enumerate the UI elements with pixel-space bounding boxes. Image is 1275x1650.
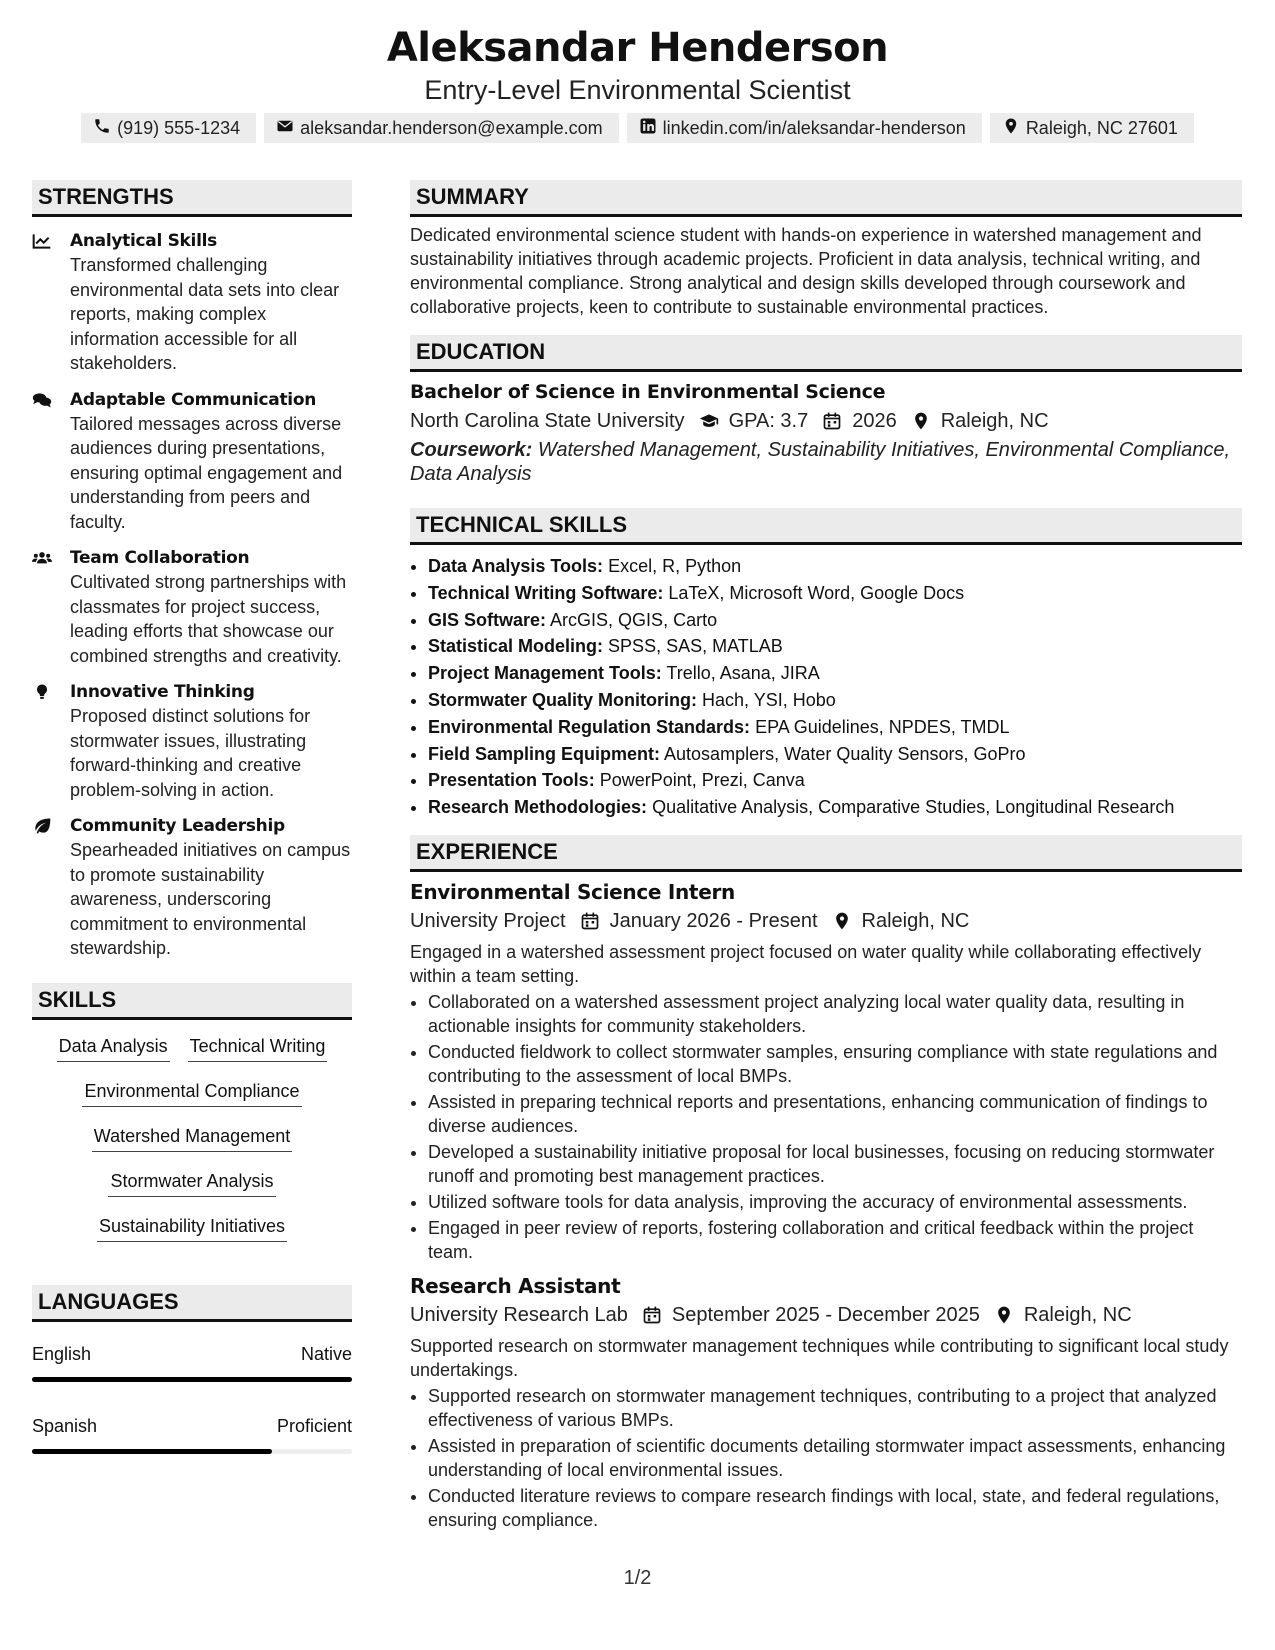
- skill-value: Autosamplers, Water Quality Sensors, GoPro: [664, 743, 1026, 764]
- languages-heading: LANGUAGES: [32, 1285, 352, 1322]
- skill-value: ArcGIS, QGIS, Carto: [550, 609, 718, 630]
- right-column: [410, 180, 1242, 1534]
- language-item: [32, 1416, 352, 1454]
- strengths-heading: STRENGTHS: [32, 180, 352, 217]
- skill-value: Hach, YSI, Hobo: [702, 689, 836, 710]
- list-item: • Conducted fieldwork to collect stormwater samples, ensuring compliance with state regulations and contributing to the assessment of local BMPs.: [428, 1040, 1242, 1088]
- coursework: [410, 438, 1242, 486]
- location-pin-icon: [1002, 117, 1020, 140]
- list-item: [428, 714, 1242, 741]
- experience-heading: EXPERIENCE: [410, 835, 1242, 872]
- location-pin-icon: [911, 411, 931, 431]
- page-number: 1/2: [623, 1567, 652, 1589]
- strength-item: [32, 229, 352, 376]
- contact-text: (919) 555-1234: [117, 117, 241, 138]
- degree-title: Bachelor of Science in Environmental Science: [410, 381, 886, 403]
- contact-text: aleksandar.henderson@example.com: [300, 117, 603, 138]
- job-bullets: [410, 990, 1242, 1264]
- resume-header: [0, 22, 1275, 106]
- strength-desc: Cultivated strong partnerships with classmates for project success, leading efforts that showcase our combined strengths and creativity.: [70, 572, 347, 666]
- skills-list: [32, 1034, 352, 1259]
- list-item: [428, 633, 1242, 660]
- contact-text: linkedin.com/in/aleksandar-henderson: [662, 117, 966, 138]
- strength-title: Analytical Skills: [70, 231, 217, 251]
- job-meta: [410, 1300, 1242, 1330]
- list-item: [428, 553, 1242, 580]
- language-level: Native: [300, 1343, 352, 1364]
- candidate-title: Entry-Level Environmental Scientist: [424, 75, 851, 105]
- skill-row: [32, 1214, 352, 1259]
- chart-line-icon: [32, 229, 70, 376]
- skill-tag: Watershed Management: [92, 1124, 292, 1152]
- linkedin-icon: [639, 117, 657, 140]
- location-pin-icon: [994, 1305, 1014, 1325]
- graduation-year: 2026: [852, 410, 897, 432]
- skill-label: Presentation Tools:: [428, 770, 595, 791]
- job-title: Research Assistant: [410, 1273, 621, 1298]
- skill-row: [32, 1124, 352, 1169]
- summary-text: Dedicated environmental science student with hands-on experience in watershed management and sustainability initiatives through academic projects. Proficient in data analysis, technical writing, and environmental compliance. Strong analytical and design skills developed through coursework and collaborative projects, keen to contribute to sustainable environmental practices.: [410, 225, 1202, 317]
- list-item: [428, 741, 1242, 768]
- job-entry: [410, 1272, 1242, 1532]
- language-level: Proficient: [276, 1415, 352, 1436]
- proficiency-fill: [32, 1377, 352, 1382]
- skill-row: [32, 1079, 352, 1124]
- proficiency-fill: [32, 1449, 272, 1454]
- language-proficiency-bar: [32, 1449, 352, 1454]
- job-org: University Project: [410, 909, 566, 932]
- leaf-icon: [32, 814, 70, 961]
- skill-label: Data Analysis Tools:: [428, 556, 604, 576]
- contact-location: [990, 113, 1194, 143]
- language-name: English: [32, 1343, 92, 1364]
- coursework-list: Watershed Management, Sustainability Initiatives, Environmental Compliance, Data Analysis: [410, 439, 1231, 485]
- strength-title: Innovative Thinking: [70, 682, 255, 702]
- language-name: Spanish: [32, 1415, 98, 1436]
- list-item: • Supported research on stormwater management techniques, contributing to a project that analyzed effectiveness of various BMPs.: [428, 1384, 1242, 1432]
- list-item: • Developed a sustainability initiative proposal for local businesses, focusing on reducing stormwater runoff and promoting best management practices.: [428, 1140, 1242, 1188]
- skill-label: GIS Software:: [428, 609, 547, 630]
- skill-value: Qualitative Analysis, Comparative Studies, Longitudinal Research: [652, 797, 1175, 818]
- skill-value: EPA Guidelines, NPDES, TMDL: [755, 716, 1010, 737]
- technical-skills-heading: TECHNICAL SKILLS: [410, 508, 1242, 545]
- contact-email[interactable]: [264, 113, 618, 143]
- skill-value: LaTeX, Microsoft Word, Google Docs: [668, 582, 965, 603]
- list-item: • Utilized software tools for data analysis, improving the accuracy of environmental assessments.: [428, 1190, 1242, 1214]
- skill-row: [32, 1169, 352, 1214]
- contact-linkedin[interactable]: [627, 113, 982, 143]
- strength-title: Adaptable Communication: [70, 389, 317, 410]
- envelope-icon: [276, 117, 294, 140]
- job-bullets: [410, 1384, 1242, 1532]
- skill-tag: Environmental Compliance: [82, 1079, 301, 1107]
- skill-tag: Technical Writing: [188, 1034, 328, 1062]
- job-title: Environmental Science Intern: [410, 879, 735, 904]
- job-org: University Research Lab: [410, 1303, 628, 1326]
- skill-tag: Data Analysis: [57, 1034, 170, 1062]
- comments-icon: [32, 388, 70, 535]
- summary-heading: SUMMARY: [410, 180, 1242, 217]
- contact-phone[interactable]: [81, 113, 256, 143]
- skill-row: [32, 1034, 352, 1079]
- list-item: [428, 794, 1242, 821]
- calendar-icon: [822, 411, 842, 431]
- list-item: [428, 687, 1242, 714]
- job-dates: January 2026 - Present: [609, 909, 818, 932]
- skill-tag: Stormwater Analysis: [108, 1169, 275, 1197]
- skill-label: Environmental Regulation Standards:: [428, 716, 751, 737]
- education-heading: EDUCATION: [410, 335, 1242, 372]
- strength-desc: Spearheaded initiatives on campus to promote sustainability awareness, underscoring commitment to environmental stewardship.: [70, 840, 351, 958]
- calendar-icon: [642, 1305, 662, 1325]
- candidate-name: Aleksandar Henderson: [386, 25, 889, 71]
- strength-title: Team Collaboration: [70, 548, 250, 568]
- skill-label: Project Management Tools:: [428, 663, 662, 684]
- skill-label: Technical Writing Software:: [428, 582, 664, 603]
- list-item: [428, 767, 1242, 794]
- skill-label: Statistical Modeling:: [428, 636, 604, 657]
- left-column: [32, 180, 352, 1454]
- skill-value: Trello, Asana, JIRA: [666, 663, 820, 684]
- strength-title: Community Leadership: [70, 816, 285, 836]
- list-item: • Engaged in peer review of reports, fostering collaboration and critical feedback within the project team.: [428, 1216, 1242, 1264]
- strength-desc: Proposed distinct solutions for stormwater issues, illustrating forward-thinking and creative problem-solving in action.: [70, 706, 311, 800]
- job-meta: [410, 906, 1242, 936]
- job-location: Raleigh, NC: [1023, 1303, 1132, 1326]
- strength-item: [32, 546, 352, 668]
- location-pin-icon: [832, 911, 852, 931]
- list-item: • Assisted in preparing technical reports and presentations, enhancing communication of findings to diverse audiences.: [428, 1090, 1242, 1138]
- skill-tag: Sustainability Initiatives: [97, 1214, 287, 1242]
- calendar-icon: [580, 911, 600, 931]
- lightbulb-icon: [32, 680, 70, 802]
- skill-value: Excel, R, Python: [608, 556, 742, 576]
- skill-label: Stormwater Quality Monitoring:: [428, 689, 698, 710]
- strength-desc: Transformed challenging environmental data sets into clear reports, making complex information accessible for all stakeholders.: [70, 255, 340, 373]
- list-item: [428, 607, 1242, 634]
- strength-item: [32, 680, 352, 802]
- language-proficiency-bar: [32, 1377, 352, 1382]
- job-dates: September 2025 - December 2025: [671, 1303, 980, 1326]
- skill-label: Field Sampling Equipment:: [428, 743, 661, 764]
- technical-skills-list: [410, 553, 1242, 821]
- coursework-label: Coursework:: [410, 439, 533, 461]
- skill-label: Research Methodologies:: [428, 797, 648, 818]
- list-item: • Collaborated on a watershed assessment project analyzing local water quality data, resulting in actionable insights for community stakeholders.: [428, 990, 1242, 1038]
- skill-value: SPSS, SAS, MATLAB: [608, 636, 783, 657]
- users-icon: [32, 546, 70, 668]
- job-entry: [410, 878, 1242, 1264]
- phone-icon: [93, 117, 111, 140]
- school-location: Raleigh, NC: [940, 410, 1049, 432]
- list-item: • Assisted in preparation of scientific documents detailing stormwater impact assessments, enhancing understanding of local environmental issues.: [428, 1434, 1242, 1482]
- strength-desc: Tailored messages across diverse audiences during presentations, ensuring optimal engagement and understanding from peers and faculty.: [70, 413, 343, 532]
- strength-item: [32, 388, 352, 535]
- list-item: [428, 660, 1242, 687]
- list-item: [428, 580, 1242, 607]
- contact-bar: [0, 113, 1275, 143]
- contact-text: Raleigh, NC 27601: [1025, 117, 1178, 138]
- education-meta: [410, 406, 1242, 436]
- skill-value: PowerPoint, Prezi, Canva: [599, 770, 805, 791]
- gpa: GPA: 3.7: [728, 410, 809, 432]
- job-summary: Engaged in a watershed assessment project focused on water quality while collaborating effectively within a team setting.: [410, 941, 1202, 986]
- strength-item: [32, 814, 352, 961]
- job-summary: Supported research on stormwater management techniques while contributing to significant local study undertakings.: [410, 1335, 1229, 1380]
- language-item: [32, 1344, 352, 1382]
- list-item: • Conducted literature reviews to compare research findings with local, state, and federal regulations, ensuring compliance.: [428, 1484, 1242, 1532]
- graduation-cap-icon: [699, 411, 719, 431]
- job-location: Raleigh, NC: [861, 909, 970, 932]
- school-name: North Carolina State University: [410, 410, 685, 432]
- skills-heading: SKILLS: [32, 983, 352, 1020]
